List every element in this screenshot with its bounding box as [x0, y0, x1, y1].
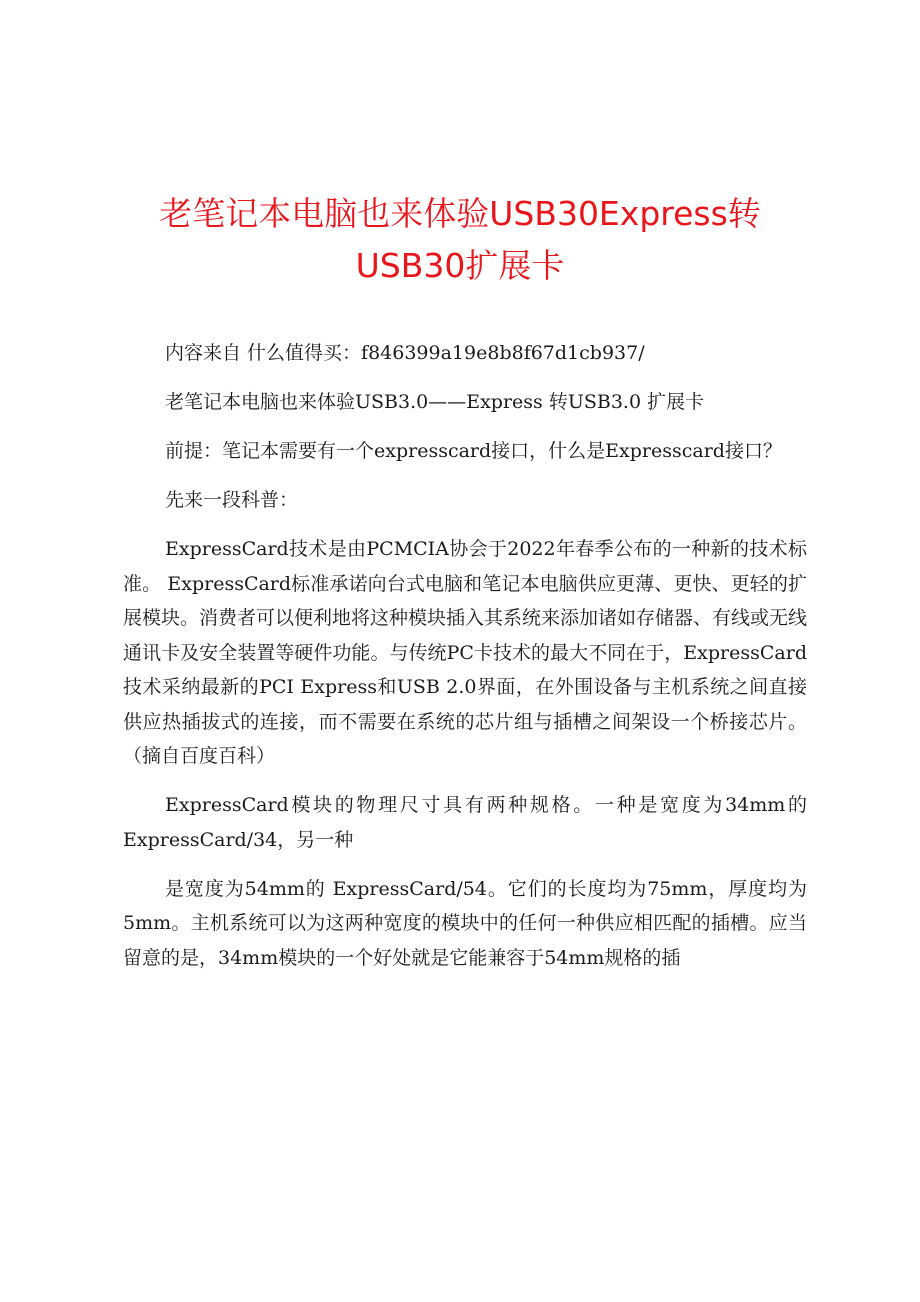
expresscard-overview-paragraph: ExpressCard技术是由PCMCIA协会于2022年春季公布的一种新的技术标准。 ExpressCard标准承诺向台式电脑和笔记本电脑供应更薄、更快、更轻的扩展模块。消费者可以便利地将这种模块插入其系统来添加诸如存储器、有线或无线通讯卡及安全装置等硬件功能。与传统PC卡技术的最大不同在于，ExpressCard技术采纳最新的PCI Express和USB 2.0界面，在外围设备与主机系统之间直接供应热插拔式的连接，而不需要在系统的芯片组与插槽之间架设一个桥接芯片。（摘自百度百科） — [123, 538, 808, 767]
document-title: 老笔记本电脑也来体验USB30Express转USB30扩展卡 — [159, 194, 761, 285]
intro-paragraph: 先来一段科普： — [165, 489, 299, 511]
dimensions-continued-paragraph: 是宽度为54mm的 ExpressCard/54。它们的长度均为75mm，厚度均为5mm。主机系统可以为这两种宽度的模块中的任何一种供应相匹配的插槽。应当留意的是，34mm模块的一个好处就是它能兼容于54mm规格的插 — [123, 877, 807, 969]
source-paragraph: 内容来自 什么值得买：f846399a19e8b8f67d1cb937/ — [165, 342, 645, 364]
document-body — [123, 336, 807, 990]
subtitle-paragraph: 老笔记本电脑也来体验USB3.0——Express 转USB3.0 扩展卡 — [165, 391, 705, 413]
dimensions-paragraph: ExpressCard模块的物理尺寸具有两种规格。一种是宽度为34mm的ExpressCard/34，另一种 — [123, 794, 807, 851]
premise-paragraph: 前提：笔记本需要有一个expresscard接口，什么是Expresscard接口？ — [165, 440, 782, 462]
